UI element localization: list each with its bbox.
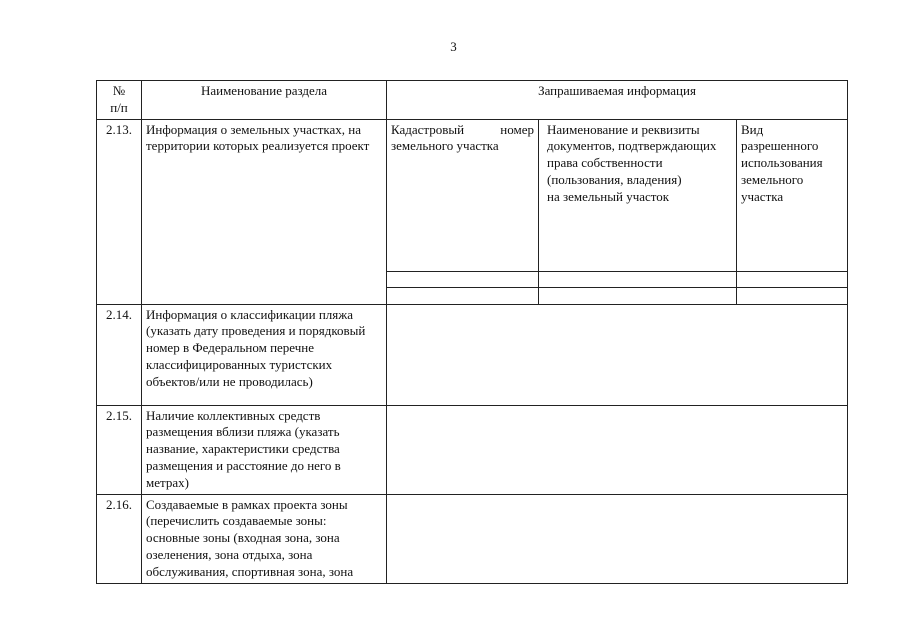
blank-cell — [387, 271, 539, 287]
page-number: 3 — [450, 39, 457, 54]
header-num — [97, 81, 142, 120]
header-info: Запрашиваемая информация — [387, 81, 848, 120]
cadastral-number-cell — [387, 119, 539, 271]
land-plot-word: земельного участка — [391, 138, 499, 154]
row-number: 2.16. — [97, 494, 142, 583]
cadastral-number-line — [391, 122, 534, 139]
header-num-line2: п/п — [110, 99, 128, 115]
info-table — [96, 80, 848, 584]
blank-cell — [737, 287, 848, 304]
row-section: Наличие коллективных средств размещения вблизи пляжа (указать название, характеристики средства размещения и расстояние до него в метрах) — [142, 405, 387, 494]
row-section: Информация о классификации пляжа (указать дату проведения и порядковый номер в Федеральном перечне классифицированных туристских объектов/или не проводилась) — [142, 304, 387, 405]
row-answer-cell — [387, 494, 848, 583]
row-section: Создаваемые в рамках проекта зоны (перечислить создаваемые зоны: основные зоны (входная зона, зона озеленения, зона отдыха, зона обслуживания, спортивная зона, зона — [142, 494, 387, 583]
blank-cell — [539, 271, 737, 287]
table-row — [97, 119, 848, 271]
table-row — [97, 304, 848, 405]
cadastral-word: Кадастровый — [391, 121, 465, 137]
row-section: Информация о земельных участках, на территории которых реализуется проект — [142, 119, 387, 304]
blank-cell — [539, 287, 737, 304]
row-number: 2.13. — [97, 119, 142, 304]
row-answer-cell — [387, 304, 848, 405]
ownership-documents-cell — [539, 119, 737, 271]
header-row — [97, 81, 848, 120]
header-section: Наименование раздела — [142, 81, 387, 120]
permitted-use-cell: Вид разрешенного использования земельного участка — [737, 119, 848, 271]
blank-cell — [387, 287, 539, 304]
row-number: 2.15. — [97, 405, 142, 494]
ownership-documents-tail: на земельный участок — [547, 188, 670, 204]
blank-cell — [737, 271, 848, 287]
row-number: 2.14. — [97, 304, 142, 405]
table-row — [97, 494, 848, 583]
row-answer-cell — [387, 405, 848, 494]
header-num-line1: № — [112, 83, 126, 98]
table-row — [97, 405, 848, 494]
number-word: номер — [500, 121, 534, 137]
ownership-documents-text: Наименование и реквизиты документов, подтверждающих права собственности (пользования, владения) — [547, 121, 717, 187]
